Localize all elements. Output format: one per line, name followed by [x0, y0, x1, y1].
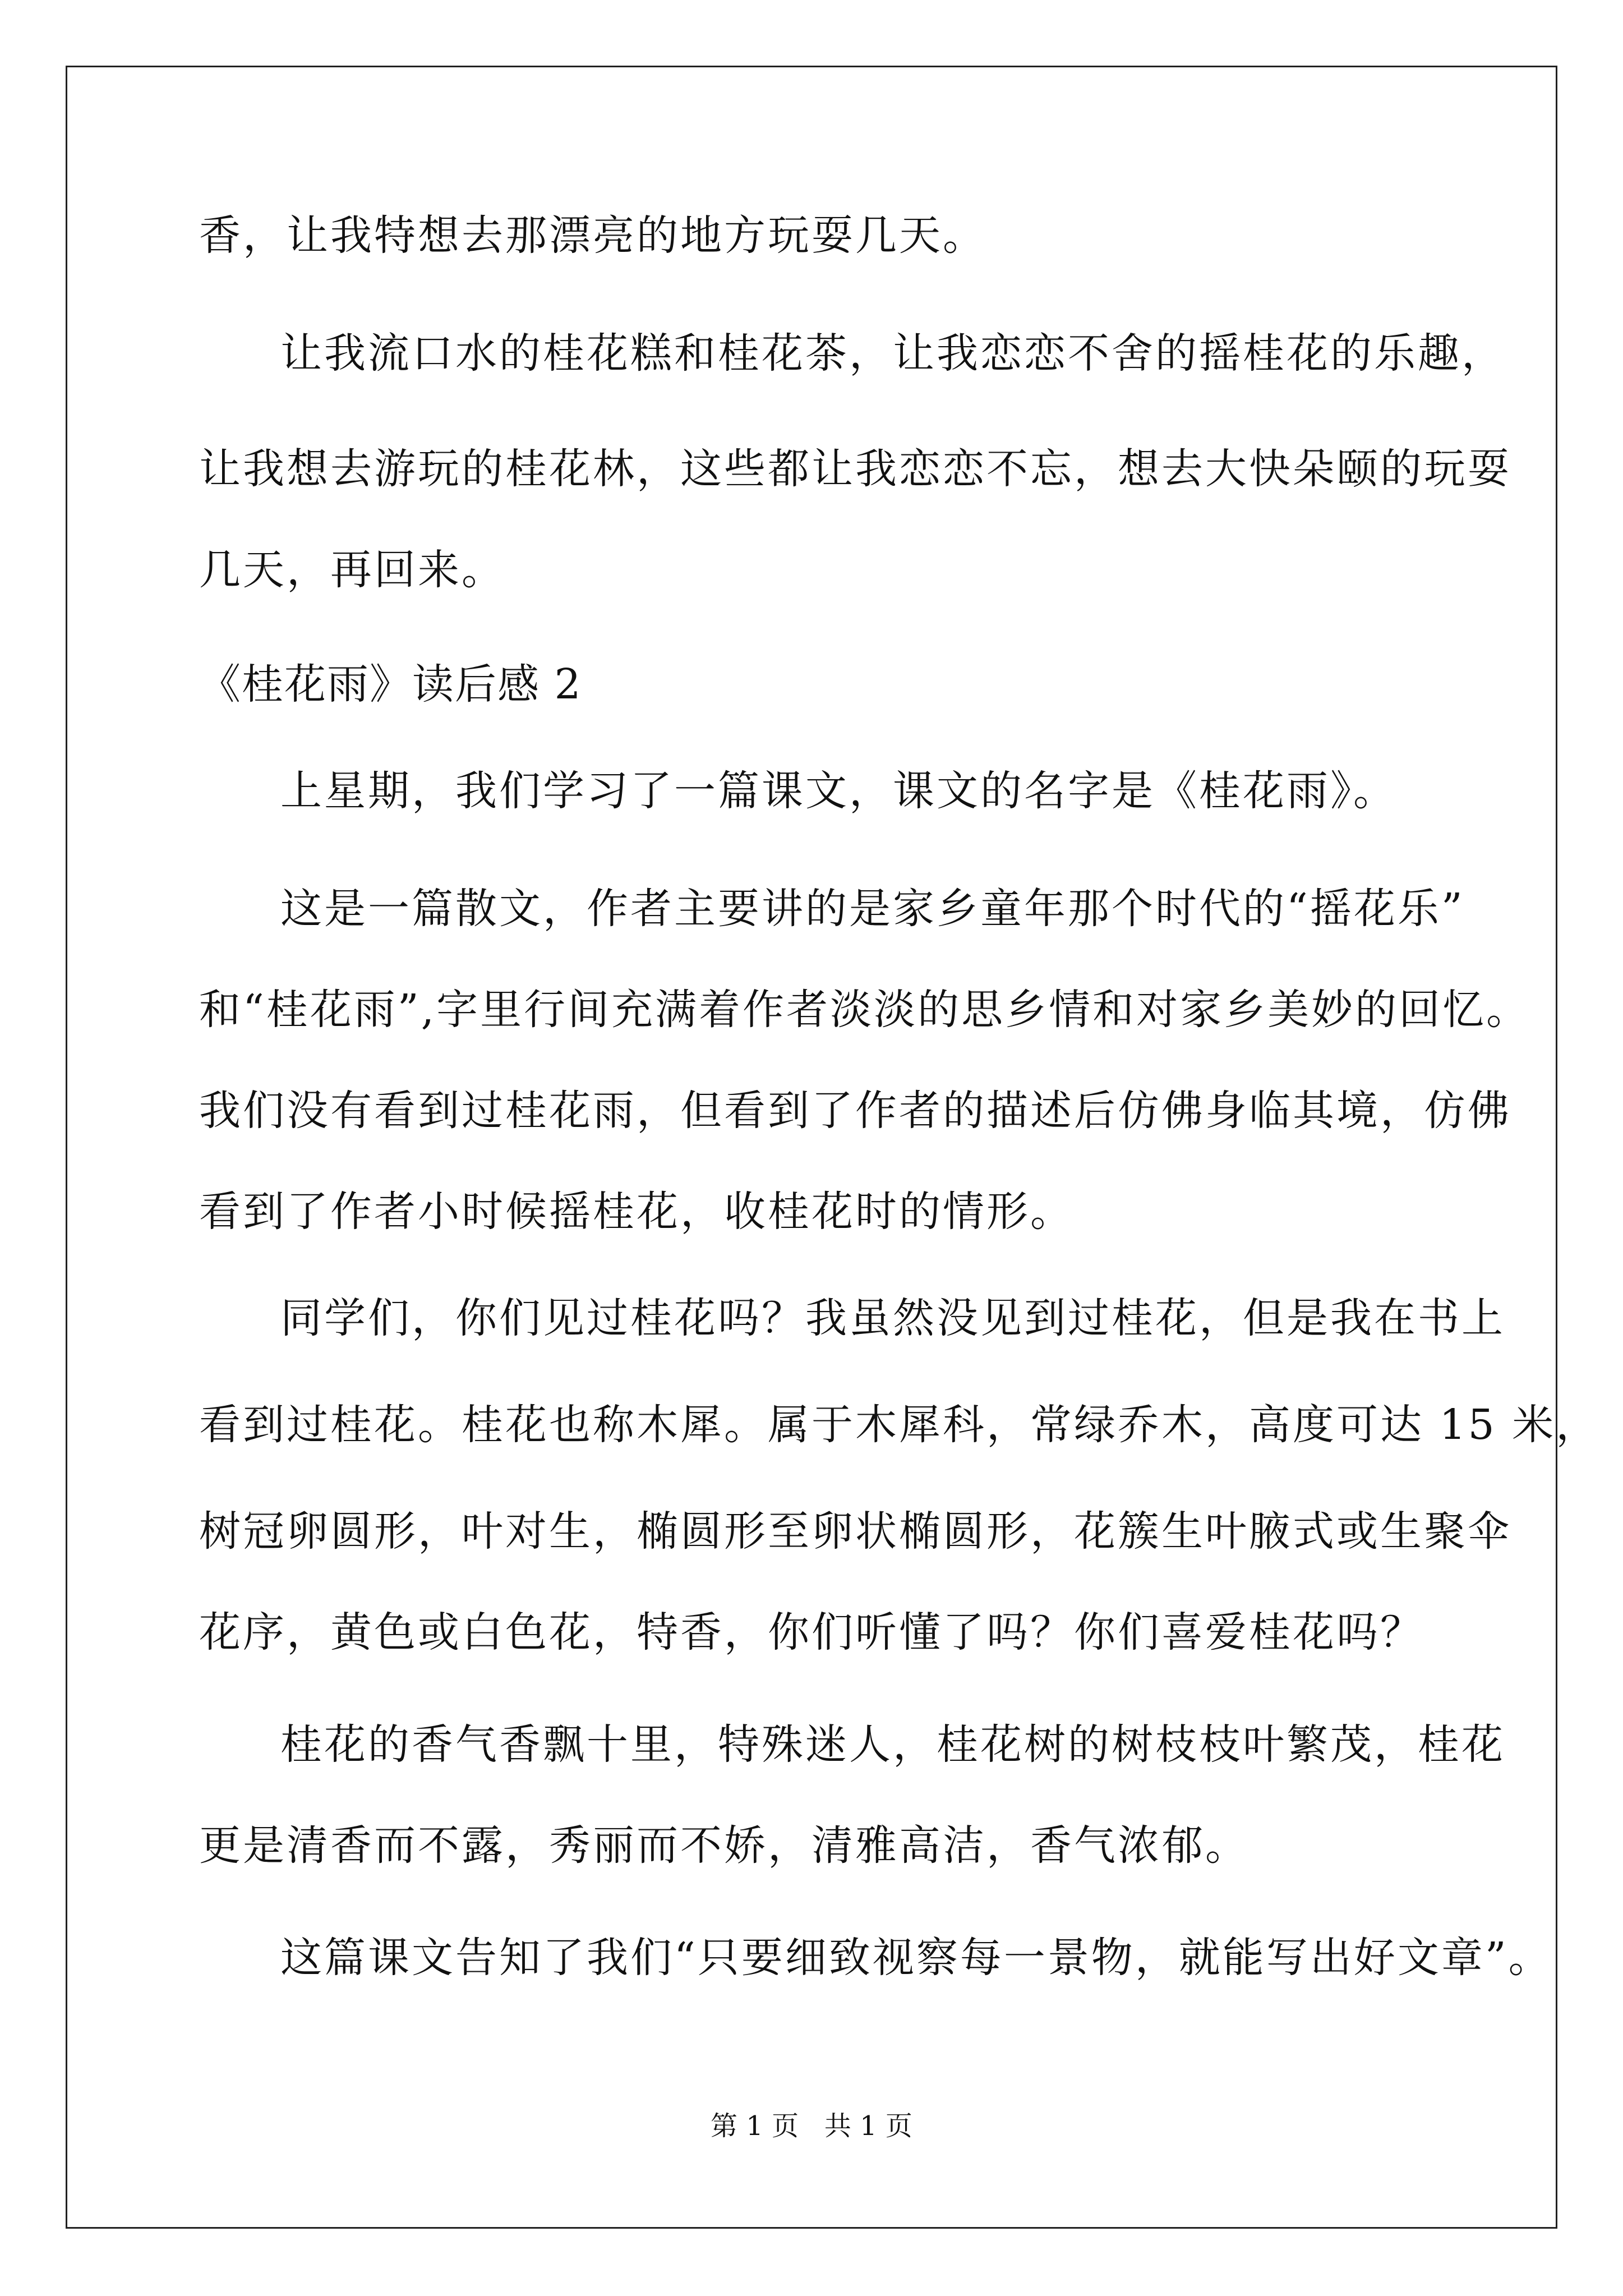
text-line-3: 让我想去游玩的桂花林，这些都让我恋恋不忘，想去大快朵颐的玩耍: [199, 445, 1511, 493]
text-line-4: 几天，再回来。: [199, 546, 505, 594]
text-line-2: 让我流口水的桂花糕和桂花茶，让我恋恋不舍的摇桂花的乐趣，: [280, 329, 1505, 378]
page-border: [66, 66, 1600, 2229]
text-line-8: 和“桂花雨”,字里行间充满着作者淡淡的思乡情和对家乡美妙的回忆。: [199, 986, 1530, 1034]
section-heading: 《桂花雨》读后感 2: [199, 660, 582, 708]
text-line-9: 我们没有看到过桂花雨，但看到了作者的描述后仿佛身临其境，仿佛: [199, 1087, 1511, 1135]
text-line-6: 上星期，我们学习了一篇课文，课文的名字是《桂花雨》。: [280, 767, 1397, 815]
text-line-7: 这是一篇散文，作者主要讲的是家乡童年那个时代的“摇花乐”: [280, 885, 1465, 933]
text-line-11: 同学们，你们见过桂花吗？我虽然没见到过桂花，但是我在书上: [280, 1294, 1505, 1342]
text-line-13: 树冠卵圆形，叶对生，椭圆形至卵状椭圆形，花簇生叶腋式或生聚伞: [199, 1507, 1511, 1556]
text-line-16: 更是清香而不露，秀丽而不娇，清雅高洁，香气浓郁。: [199, 1821, 1249, 1870]
text-line-17: 这篇课文告知了我们“只要细致视察每一景物，就能写出好文章”。: [280, 1934, 1552, 1982]
text-line-10: 看到了作者小时候摇桂花，收桂花时的情形。: [199, 1188, 1074, 1236]
page-footer: 第 1 页 共 1 页: [711, 2110, 912, 2142]
text-line-15: 桂花的香气香飘十里，特殊迷人，桂花树的树枝枝叶繁茂，桂花: [280, 1720, 1505, 1769]
text-line-14: 花序，黄色或白色花，特香，你们听懂了吗？你们喜爱桂花吗？: [199, 1608, 1424, 1657]
text-line-1: 香，让我特想去那漂亮的地方玩耍几天。: [199, 211, 986, 260]
text-line-12: 看到过桂花。桂花也称木犀。属于木犀科，常绿乔木，高度可达 15 米，: [199, 1401, 1600, 1449]
